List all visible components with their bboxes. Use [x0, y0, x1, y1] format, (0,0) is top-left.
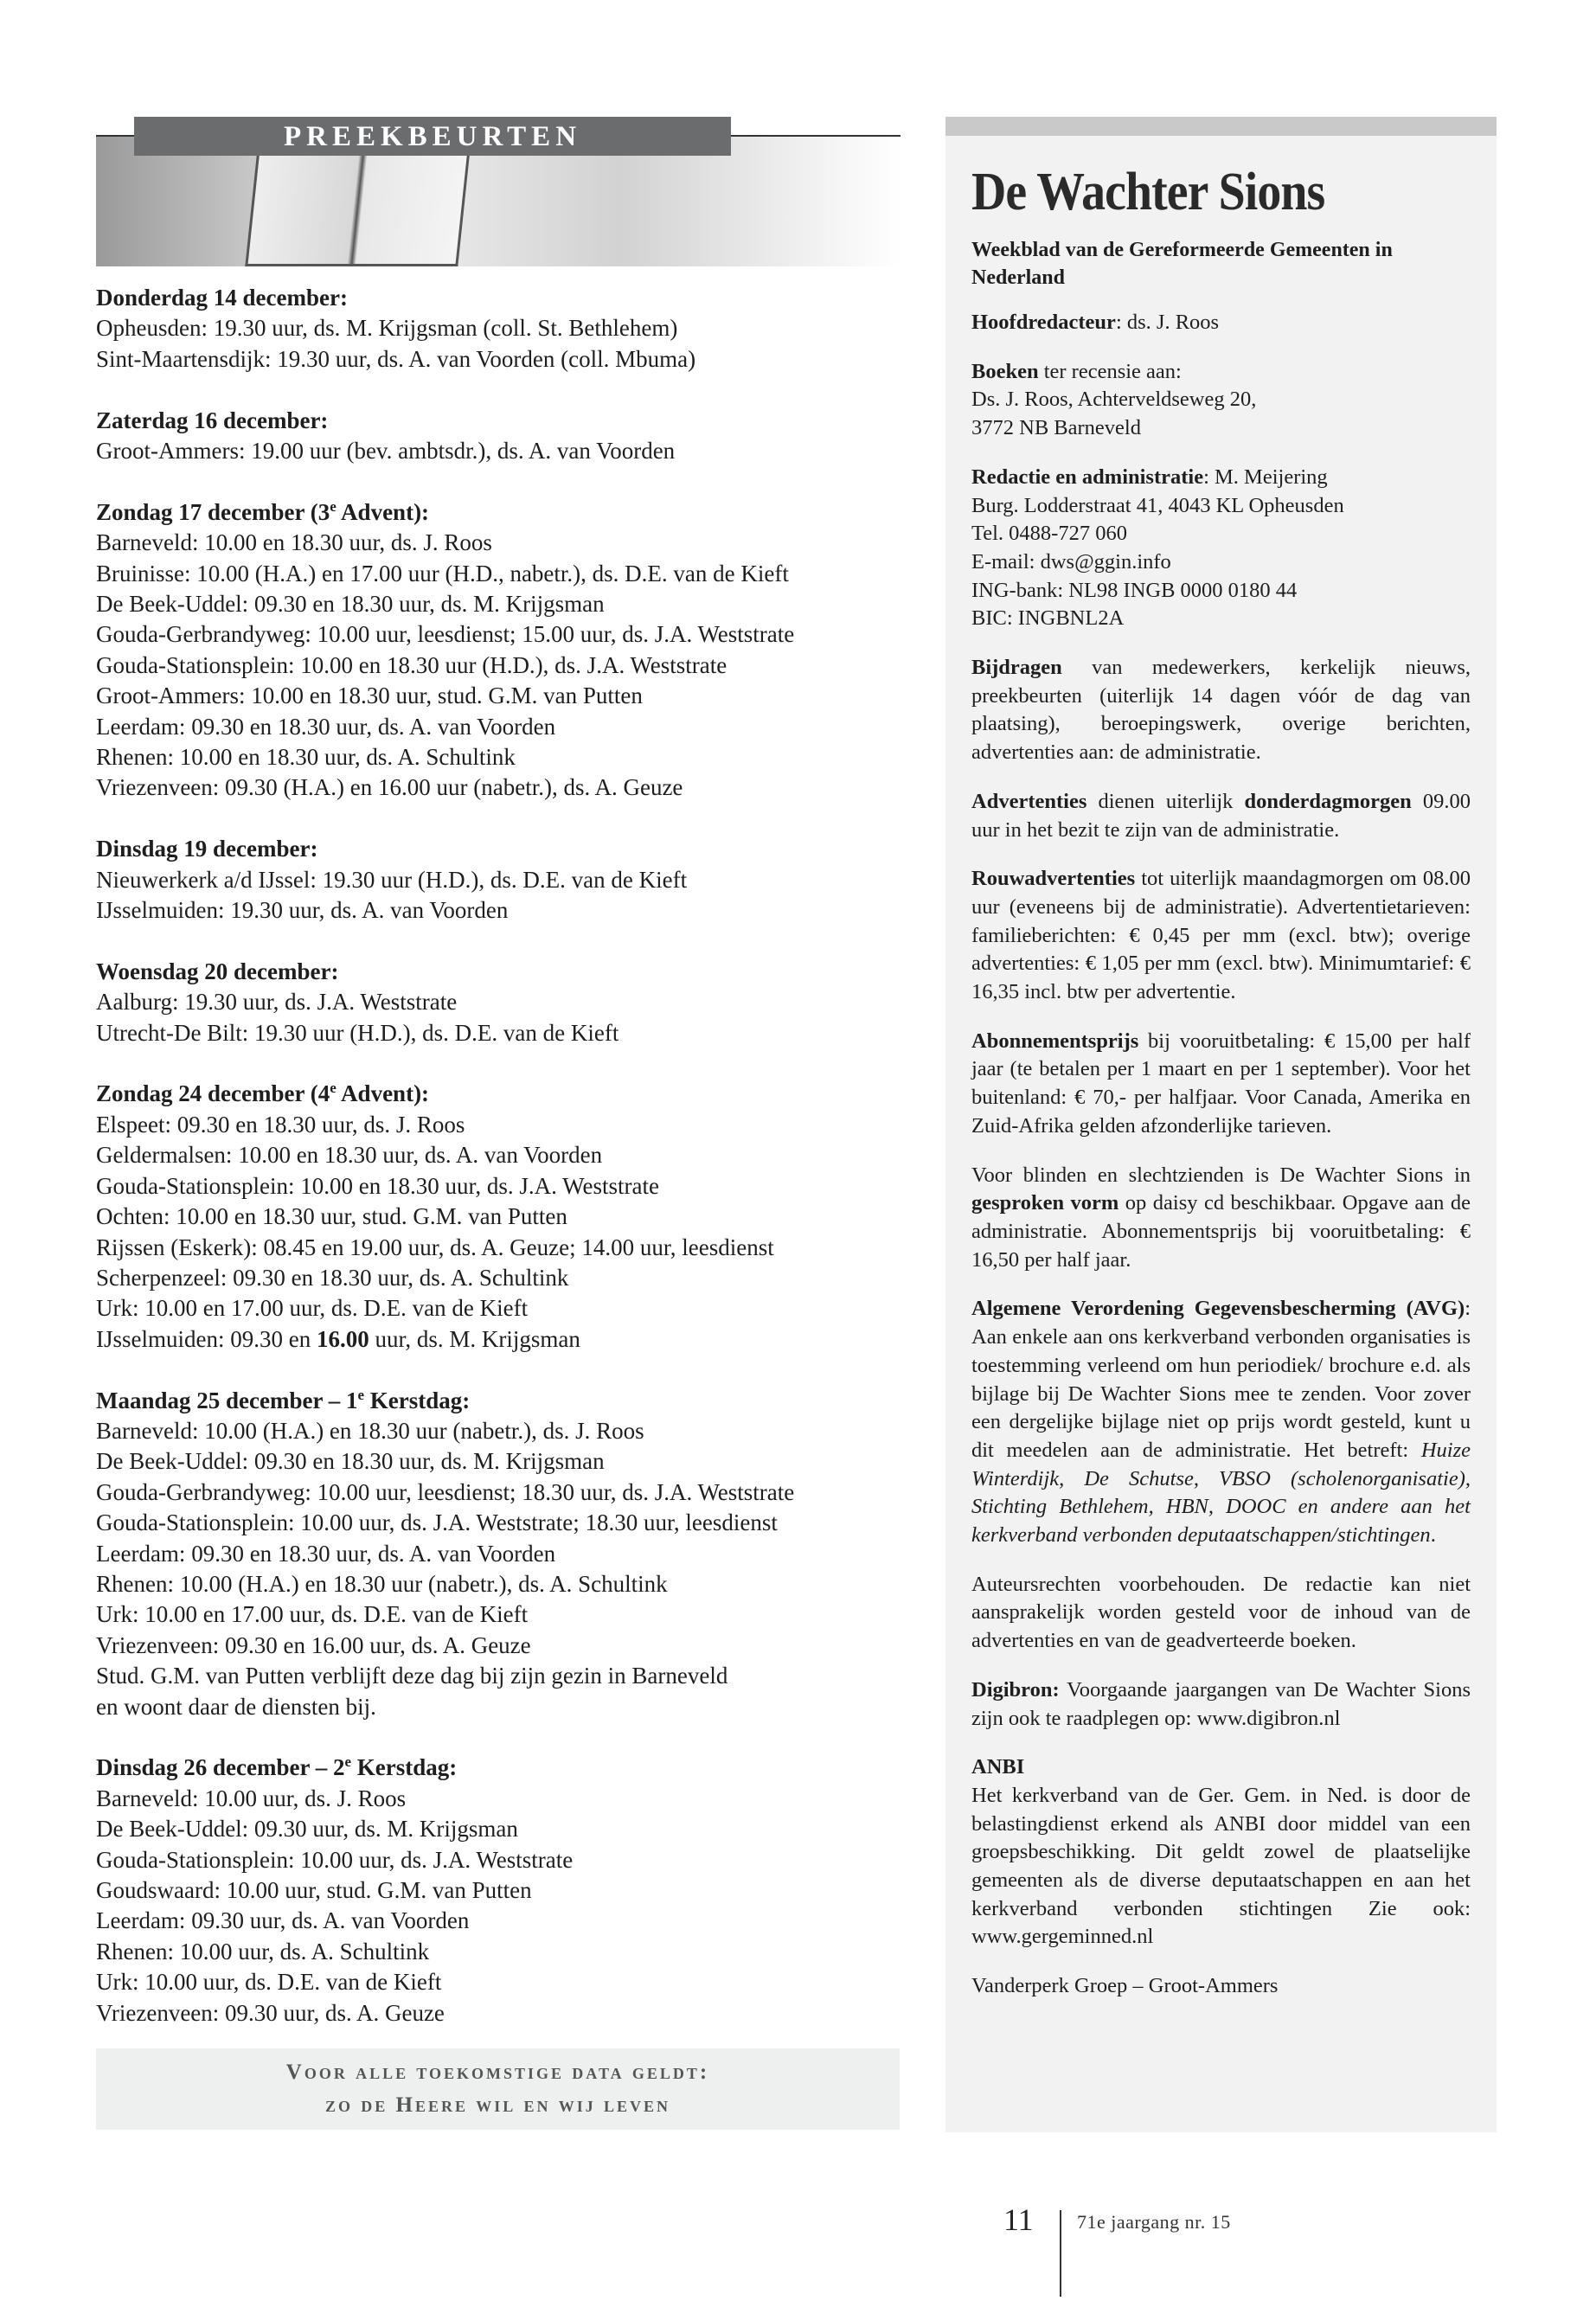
colophon-paragraph: [971, 1676, 1471, 1733]
schedule-day: [96, 283, 909, 375]
text-span: Auteursrechten voorbehouden. De redactie kan niet aansprakelijk worden gesteld voor de inhoud van de advertenties en van de geadverteerde boeken.: [971, 1572, 1471, 1653]
schedule-day: [96, 1753, 909, 2029]
text-span: Kerstdag:: [351, 1754, 458, 1781]
service-entry: [96, 1110, 909, 1140]
schedule-day: [96, 406, 909, 467]
service-entry: [96, 895, 909, 926]
bold-text: Rouwadvertenties: [971, 867, 1136, 891]
service-entry: [96, 651, 909, 681]
colophon-paragraph: [971, 1028, 1471, 1141]
colophon-paragraph: [971, 865, 1471, 1007]
service-entry: [96, 681, 909, 711]
text-span: dienen uiterlijk: [1086, 789, 1245, 813]
bold-text: Advertenties: [971, 789, 1087, 813]
text-span: Gouda-Stationsplein: 10.00 en 18.30 uur (H.D.), ds. J.A. Weststrate: [96, 651, 727, 678]
footer-divider: [1060, 2210, 1061, 2297]
service-entry: [96, 1906, 909, 1936]
text-span: Scherpenzeel: 09.30 en 18.30 uur, ds. A. Schultink: [96, 1264, 569, 1291]
text-span: Leerdam: 09.30 uur, ds. A. van Voorden: [96, 1907, 470, 1934]
colophon-paragraph: [971, 1295, 1471, 1549]
header-image: [96, 137, 901, 266]
service-entry: [96, 1631, 909, 1661]
italic-text: Huize Winterdijk, De Schutse, VBSO (scholenorganisatie), Stichting Bethlehem, HBN, DOOC en andere aan het kerkverband verbonden deputaatschappen/stichtingen: [971, 1438, 1471, 1548]
colophon-paragraph: [971, 1753, 1471, 1952]
service-entry: [96, 1845, 909, 1875]
schedule-day: [96, 834, 909, 926]
text-span: Leerdam: 09.30 en 18.30 uur, ds. A. van Voorden: [96, 1540, 556, 1567]
service-entry: [96, 772, 909, 803]
bold-text: Digibron:: [971, 1677, 1060, 1702]
service-entry: [96, 1416, 909, 1446]
text-span: Leerdam: 09.30 en 18.30 uur, ds. A. van Voorden: [96, 713, 556, 740]
text-span: Groot-Ammers: 10.00 en 18.30 uur, stud. G.M. van Putten: [96, 683, 643, 709]
notice-line-1: Voor alle toekomstige data geldt:: [285, 2061, 710, 2084]
text-span: Zondag 24 december (4: [96, 1080, 330, 1107]
service-entry: [96, 1661, 909, 1691]
text-span: Stud. G.M. van Putten verblijft deze dag bij zijn gezin in Barneveld: [96, 1663, 728, 1689]
service-entry: [96, 1018, 909, 1048]
bold-text: ANBI: [971, 1755, 1025, 1779]
service-entry: [96, 865, 909, 895]
service-entry: [96, 1263, 909, 1293]
section-title: PREEKBEURTEN: [134, 117, 731, 156]
text-span: Dinsdag 19 december:: [96, 836, 318, 862]
superscript: e: [330, 497, 337, 515]
service-entry: [96, 1202, 909, 1232]
text-span: Elspeet: 09.30 en 18.30 uur, ds. J. Roos: [96, 1111, 465, 1138]
text-span: Vriezenveen: 09.30 (H.A.) en 16.00 uur (nabetr.), ds. A. Geuze: [96, 774, 683, 801]
bold-text: Redactie en administratie: [971, 465, 1204, 489]
masthead-title: De Wachter Sions: [971, 163, 1325, 221]
text-span: De Beek-Uddel: 09.30 en 18.30 uur, ds. M. Krijgsman: [96, 1448, 605, 1475]
text-span: Vriezenveen: 09.30 uur, ds. A. Geuze: [96, 1999, 445, 2026]
sermon-schedule: [96, 283, 909, 2059]
day-heading: [96, 834, 909, 864]
bold-text: donderdagmorgen: [1244, 789, 1412, 813]
service-entry: [96, 1293, 909, 1324]
text-span: Urk: 10.00 uur, ds. D.E. van de Kieft: [96, 1969, 442, 1996]
day-heading: [96, 1753, 909, 1783]
colophon-paragraph: [971, 654, 1471, 767]
text-span: Voorgaande jaargangen van De Wachter Sions zijn ook te raadplegen op: www.digibron.nl: [971, 1677, 1471, 1730]
text-span: Groot-Ammers: 19.00 uur (bev. ambtsdr.), ds. A. van Voorden: [96, 438, 676, 465]
text-span: Het kerkverband van de Ger. Gem. in Ned. is door de belastingdienst erkend als ANBI door middel van een groepsbeschikking. Dit geldt zowel de plaatselijke gemeenten als de diverse deputaatschappen en aan het kerkverband verbonden stichtingen Zie ook: www.gergeminned.nl: [971, 1783, 1471, 1949]
day-heading: [96, 406, 909, 436]
text-span: Barneveld: 10.00 uur, ds. J. Roos: [96, 1785, 407, 1811]
text-span: Sint-Maartensdijk: 19.30 uur, ds. A. van Voorden (coll. Mbuma): [96, 345, 696, 372]
text-span: Urk: 10.00 en 17.00 uur, ds. D.E. van de Kieft: [96, 1601, 529, 1628]
text-span: Urk: 10.00 en 17.00 uur, ds. D.E. van de Kieft: [96, 1295, 529, 1322]
text-span: : ds. J. Roos: [1115, 311, 1220, 334]
service-entry: [96, 1233, 909, 1263]
text-span: ING-bank: NL98 INGB 0000 0180 44: [971, 578, 1298, 602]
superscript: e: [344, 1753, 352, 1771]
text-span: Goudswaard: 10.00 uur, stud. G.M. van Putten: [96, 1877, 532, 1904]
text-span: en woont daar de diensten bij.: [96, 1693, 376, 1720]
text-span: Voor blinden en slechtzienden is De Wachter Sions in: [971, 1163, 1471, 1187]
service-entry: [96, 559, 909, 589]
text-span: Nieuwerkerk a/d IJssel: 19.30 uur (H.D.), ds. D.E. van de Kieft: [96, 866, 688, 893]
notice-box: [96, 2048, 900, 2130]
text-span: : M. Meijering: [1203, 465, 1328, 489]
text-span: 09.00 uur in het bezit te zijn van de administratie.: [971, 789, 1471, 842]
text-span: Ochten: 10.00 en 18.30 uur, stud. G.M. van Putten: [96, 1203, 567, 1230]
service-entry: [96, 712, 909, 742]
text-span: Tel. 0488-727 060: [971, 522, 1127, 546]
colophon-paragraph: [971, 309, 1471, 337]
service-entry: [96, 528, 909, 558]
text-span: Gouda-Stationsplein: 10.00 uur, ds. J.A. Weststrate; 18.30 uur, leesdienst: [96, 1509, 778, 1536]
service-entry: [96, 1692, 909, 1722]
service-entry: [96, 313, 909, 343]
text-span: Zondag 17 december (3: [96, 498, 330, 525]
service-entry: [96, 1539, 909, 1569]
text-span: Rhenen: 10.00 uur, ds. A. Schultink: [96, 1938, 430, 1965]
text-span: De Beek-Uddel: 09.30 en 18.30 uur, ds. M. Krijgsman: [96, 591, 605, 618]
text-span: Kerstdag:: [364, 1387, 471, 1413]
colophon-paragraph: [971, 1571, 1471, 1656]
service-entry: [96, 1998, 909, 2029]
text-span: Utrecht-De Bilt: 19.30 uur (H.D.), ds. D.E. van de Kieft: [96, 1019, 619, 1046]
bold-text: Bijdragen: [971, 656, 1062, 680]
text-span: .: [1430, 1523, 1436, 1548]
day-heading: [96, 1386, 909, 1416]
text-span: : Aan enkele aan ons kerkverband verbonden organisaties is toestemming verleend om hun periodiek/ brochure e.d. als bijlage bij De Wachter Sions mee te zenden. Voor zover een dergelijke bijlage niet op prijs wordt gesteld, kunt u dit meedelen aan de administratie. Het betreft:: [971, 1297, 1471, 1462]
schedule-day: [96, 1386, 909, 1722]
colophon-paragraph: [971, 788, 1471, 844]
text-span: Geldermalsen: 10.00 en 18.30 uur, ds. A. van Voorden: [96, 1142, 603, 1169]
text-span: Aalburg: 19.30 uur, ds. J.A. Weststrate: [96, 989, 458, 1016]
text-span: Rijssen (Eskerk): 08.45 en 19.00 uur, ds. A. Geuze; 14.00 uur, leesdienst: [96, 1234, 774, 1260]
bold-text: Hoofdredacteur: [971, 311, 1116, 334]
service-entry: [96, 1599, 909, 1630]
masthead-subtitle: Weekblad van de Gereformeerde Gemeenten in Nederland: [971, 239, 1393, 289]
service-entry: [96, 436, 909, 466]
text-span: Vriezenveen: 09.30 en 16.00 uur, ds. A. Geuze: [96, 1631, 531, 1658]
service-entry: [96, 1875, 909, 1906]
service-entry: [96, 344, 909, 375]
text-span: op daisy cd beschikbaar. Opgave aan de administratie. Abonnementsprijs bij vooruitbetaling: € 16,50 per half jaar.: [971, 1191, 1471, 1272]
text-span: Advent):: [336, 1080, 430, 1107]
bold-text: Boeken: [971, 359, 1039, 383]
text-span: BIC: INGBNL2A: [971, 606, 1125, 631]
text-span: Woensdag 20 december:: [96, 958, 339, 984]
text-span: IJsselmuiden: 09.30 en: [96, 1325, 317, 1352]
service-entry: [96, 987, 909, 1017]
text-span: van medewerkers, kerkelijk nieuws, preekbeurten (uiterlijk 14 dagen vóór de dag van plaatsing), beroepingswerk, overige berichten, advertenties aan: de administratie.: [971, 656, 1471, 765]
service-entry: [96, 619, 909, 650]
service-entry: [96, 1477, 909, 1508]
bold-text: 16.00: [316, 1325, 369, 1352]
text-span: Gouda-Stationsplein: 10.00 uur, ds. J.A. Weststrate: [96, 1846, 574, 1873]
colophon-panel: [945, 117, 1497, 2132]
text-span: bij vooruitbetaling: € 15,00 per half jaar (te betalen per 1 maart en per 1 september). Voor het buitenland: € 70,- per halfjaar. Voor Canada, Amerika en Zuid-Afrika gelden afzonderlijke tarieven.: [971, 1029, 1471, 1138]
text-span: Zaterdag 16 december:: [96, 407, 329, 433]
text-span: Ds. J. Roos, Achterveldseweg 20,: [971, 388, 1257, 412]
colophon-paragraph: [971, 358, 1471, 443]
day-heading: [96, 283, 909, 313]
text-span: Bruinisse: 10.00 (H.A.) en 17.00 uur (H.D., nabetr.), ds. D.E. van de Kieft: [96, 560, 789, 586]
colophon-paragraph: [971, 1972, 1471, 2001]
service-entry: [96, 1814, 909, 1844]
day-heading: [96, 1079, 909, 1109]
text-span: Burg. Lodderstraat 41, 4043 KL Opheusden: [971, 493, 1344, 517]
text-span: Advent):: [336, 498, 430, 525]
issue-info: 71e jaargang nr. 15: [1077, 2211, 1231, 2233]
text-span: Opheusden: 19.30 uur, ds. M. Krijgsman (coll. St. Bethlehem): [96, 315, 678, 342]
service-entry: [96, 1140, 909, 1170]
text-span: 3772 NB Barneveld: [971, 416, 1141, 440]
text-span: uur, ds. M. Krijgsman: [369, 1325, 580, 1352]
text-span: Maandag 25 december – 1: [96, 1387, 358, 1413]
service-entry: [96, 1324, 909, 1355]
service-entry: [96, 1937, 909, 1967]
service-entry: [96, 742, 909, 772]
day-heading: [96, 497, 909, 528]
text-span: ter recensie aan:: [1038, 359, 1182, 383]
superscript: e: [357, 1386, 365, 1403]
text-span: Rhenen: 10.00 (H.A.) en 18.30 uur (nabetr.), ds. A. Schultink: [96, 1570, 668, 1597]
service-entry: [96, 1446, 909, 1477]
text-span: Gouda-Gerbrandyweg: 10.00 uur, leesdienst; 18.30 uur, ds. J.A. Weststrate: [96, 1478, 795, 1505]
schedule-day: [96, 957, 909, 1048]
day-heading: [96, 957, 909, 987]
service-entry: [96, 589, 909, 619]
colophon-paragraph: [971, 1162, 1471, 1275]
service-entry: [96, 1784, 909, 1814]
text-span: Dinsdag 26 december – 2: [96, 1754, 345, 1781]
superscript: e: [330, 1080, 337, 1097]
schedule-day: [96, 497, 909, 804]
service-entry: [96, 1171, 909, 1202]
notice-line-2: zo de Heere wil en wij leven: [324, 2093, 670, 2117]
text-span: Donderdag 14 december:: [96, 285, 348, 311]
schedule-day: [96, 1079, 909, 1355]
service-entry: [96, 1508, 909, 1538]
service-entry: [96, 1967, 909, 1997]
bold-text: Algemene Verordening Gegevensbescherming (AVG): [971, 1297, 1465, 1321]
text-span: Barneveld: 10.00 en 18.30 uur, ds. J. Roos: [96, 529, 492, 556]
text-span: Rhenen: 10.00 en 18.30 uur, ds. A. Schultink: [96, 744, 516, 771]
bold-text: gesproken vorm: [971, 1191, 1119, 1215]
text-span: Barneveld: 10.00 (H.A.) en 18.30 uur (nabetr.), ds. J. Roos: [96, 1417, 644, 1444]
bold-text: Abonnementsprijs: [971, 1029, 1139, 1053]
text-span: Gouda-Stationsplein: 10.00 en 18.30 uur, ds. J.A. Weststrate: [96, 1172, 659, 1199]
open-bible-image: [245, 156, 469, 266]
page-number: 11: [1003, 2202, 1034, 2237]
panel-top-bar: [945, 117, 1497, 136]
text-span: IJsselmuiden: 19.30 uur, ds. A. van Voorden: [96, 897, 509, 924]
text-span: Vanderperk Groep – Groot-Ammers: [971, 1974, 1279, 1998]
colophon-paragraph: [971, 464, 1471, 633]
text-span: E-mail: dws@ggin.info: [971, 549, 1171, 574]
text-span: De Beek-Uddel: 09.30 uur, ds. M. Krijgsman: [96, 1816, 518, 1843]
text-span: tot uiterlijk maandagmorgen om 08.00 uur (eveneens bij de administratie). Advertentietarieven: familieberichten: € 0,45 per mm (excl. btw); overige advertenties: € 1,05 per mm (excl. btw). Minimumtarief: € 16,35 incl. btw per advertentie.: [971, 867, 1471, 1004]
text-span: Gouda-Gerbrandyweg: 10.00 uur, leesdienst; 15.00 uur, ds. J.A. Weststrate: [96, 621, 795, 648]
service-entry: [96, 1569, 909, 1599]
